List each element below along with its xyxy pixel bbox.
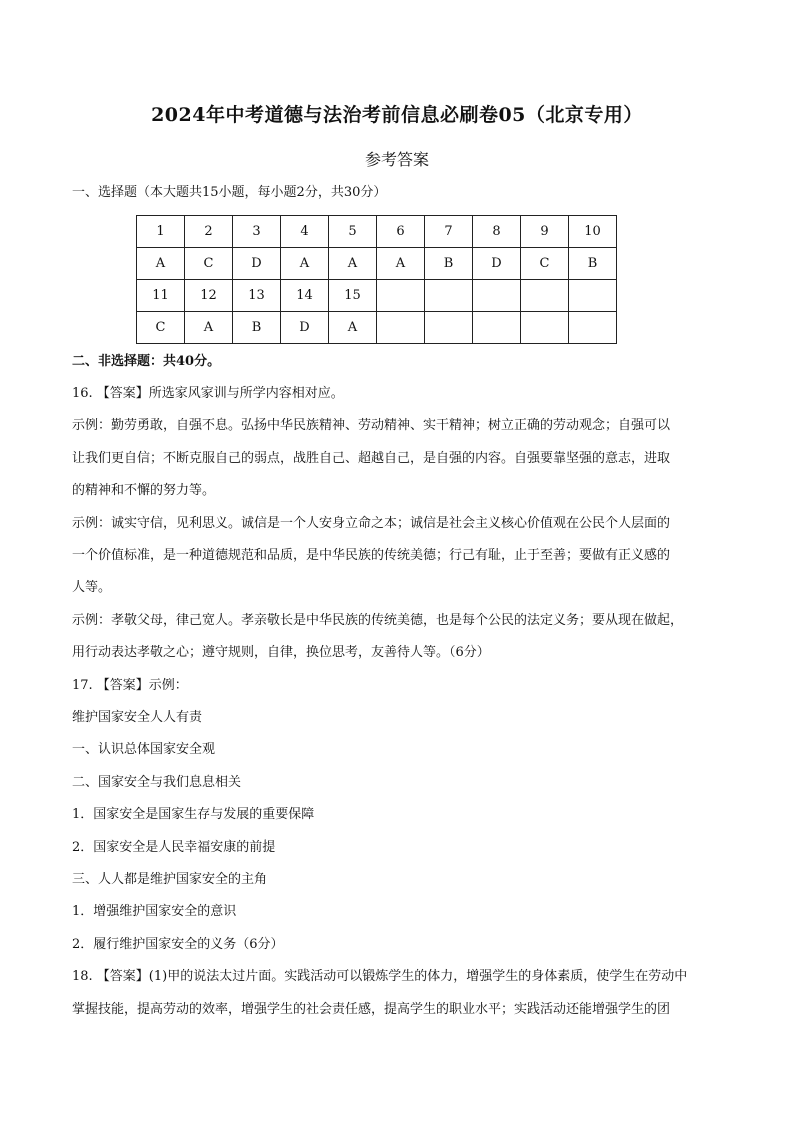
- table-cell: 1: [137, 216, 185, 248]
- table-row: [137, 312, 617, 344]
- text-line: 1．增强维护国家安全的意识: [72, 904, 237, 919]
- table-row: [137, 248, 617, 280]
- table-cell: [425, 312, 473, 344]
- table-cell: D: [281, 312, 329, 344]
- table-cell: A: [377, 248, 425, 280]
- table-cell: A: [281, 248, 329, 280]
- table-row: [137, 280, 617, 312]
- table-cell: C: [185, 248, 233, 280]
- table-cell: A: [137, 248, 185, 280]
- section1-heading: 一、选择题（本大题共15小题，每小题2分，共30分）: [72, 185, 387, 200]
- table-cell: [521, 280, 569, 312]
- table-cell: 2: [185, 216, 233, 248]
- table-cell: 3: [233, 216, 281, 248]
- text-line: 1．国家安全是国家生存与发展的重要保障: [72, 807, 315, 822]
- table-cell: 14: [281, 280, 329, 312]
- text-line: 17. 【答案】示例：: [72, 678, 188, 693]
- table-cell: [377, 312, 425, 344]
- table-cell: B: [233, 312, 281, 344]
- table-cell: A: [185, 312, 233, 344]
- table-cell: 5: [329, 216, 377, 248]
- table-cell: [473, 280, 521, 312]
- table-cell: 15: [329, 280, 377, 312]
- text-line: 示例：诚实守信，见利思义。诚信是一个人安身立命之本；诚信是社会主义核心价值观在公民个人层面的: [72, 516, 671, 531]
- table-cell: 9: [521, 216, 569, 248]
- text-line: 掌握技能，提高劳动的效率，增强学生的社会责任感，提高学生的职业水平；实践活动还能增强学生的团: [72, 1002, 671, 1017]
- table-cell: C: [521, 248, 569, 280]
- text-line: 维护国家安全人人有责: [72, 710, 203, 725]
- table-row: [137, 216, 617, 248]
- text-line: 三、人人都是维护国家安全的主角: [72, 872, 268, 887]
- table-cell: [521, 312, 569, 344]
- table-cell: 11: [137, 280, 185, 312]
- table-cell: [425, 280, 473, 312]
- table-cell: A: [329, 312, 377, 344]
- page-subtitle: 参考答案: [364, 150, 429, 169]
- text-line: 2．履行维护国家安全的义务（6分）: [72, 937, 284, 952]
- text-line: 用行动表达孝敬之心；遵守规则，自律，换位思考，友善待人等。（6分）: [72, 645, 490, 660]
- text-line: 示例：孝敬父母，律己宽人。孝亲敬长是中华民族的传统美德，也是每个公民的法定义务；要从现在做起，: [72, 613, 684, 628]
- text-line: 一、认识总体国家安全观: [72, 742, 216, 757]
- text-line: 18. 【答案】(1)甲的说法太过片面。实践活动可以锻炼学生的体力，增强学生的身体素质，使学生在劳动中: [72, 969, 688, 984]
- page-title: 2024年中考道德与法治考前信息必刷卷05（北京专用）: [151, 104, 643, 126]
- text-line: 二、国家安全与我们息息相关: [72, 775, 242, 790]
- text-line: 示例：勤劳勇敢，自强不息。弘扬中华民族精神、劳动精神、实干精神；树立正确的劳动观念；自强可以: [72, 418, 671, 433]
- table-cell: 13: [233, 280, 281, 312]
- text-line: 人等。: [72, 580, 112, 595]
- table-cell: D: [473, 248, 521, 280]
- table-cell: B: [425, 248, 473, 280]
- table-cell: 8: [473, 216, 521, 248]
- text-line: 的精神和不懈的努力等。: [72, 483, 216, 498]
- table-cell: [569, 280, 617, 312]
- table-cell: [473, 312, 521, 344]
- table-cell: 7: [425, 216, 473, 248]
- table-cell: A: [329, 248, 377, 280]
- table-cell: [377, 280, 425, 312]
- text-line: 2．国家安全是人民幸福安康的前提: [72, 840, 276, 855]
- table-cell: 4: [281, 216, 329, 248]
- answer-table: [136, 215, 617, 344]
- text-line: 让我们更自信；不断克服自己的弱点，战胜自己、超越自己，是自强的内容。自强要靠坚强的意志，进取: [72, 451, 671, 466]
- table-cell: D: [233, 248, 281, 280]
- table-cell: [569, 312, 617, 344]
- text-line: 16. 【答案】所选家风家训与所学内容相对应。: [72, 386, 344, 401]
- section2-heading: 二、非选择题：共40分。: [72, 354, 221, 369]
- table-cell: 12: [185, 280, 233, 312]
- table-cell: C: [137, 312, 185, 344]
- table-cell: B: [569, 248, 617, 280]
- table-cell: 10: [569, 216, 617, 248]
- table-cell: 6: [377, 216, 425, 248]
- text-line: 一个价值标准，是一种道德规范和品质，是中华民族的传统美德；行己有耻，止于至善；要做有正义感的: [72, 548, 671, 563]
